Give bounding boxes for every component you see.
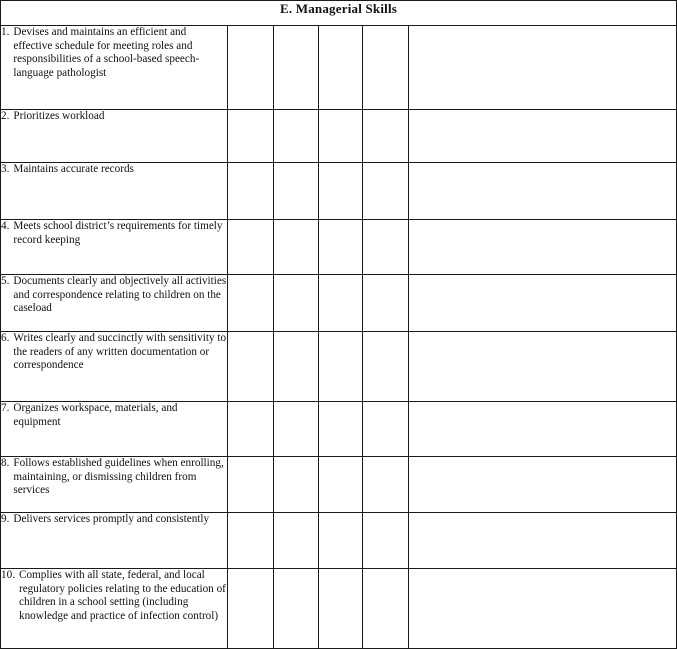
rating-cell-3[interactable] [319, 163, 363, 220]
item-number: 5. [1, 275, 10, 287]
comments-cell[interactable] [409, 275, 677, 332]
table-row [1, 220, 677, 275]
rating-cell-2[interactable] [274, 26, 319, 110]
rating-cell-3[interactable] [319, 110, 363, 163]
item-number: 6. [1, 332, 10, 344]
rating-cell-4[interactable] [363, 457, 409, 513]
rating-cell-3[interactable] [319, 402, 363, 457]
item-text: Meets school district’s requirements for timely record keeping [13, 220, 223, 246]
item-number: 4. [1, 220, 10, 232]
rating-cell-1[interactable] [228, 110, 274, 163]
rating-cell-2[interactable] [274, 275, 319, 332]
rating-cell-1[interactable] [228, 402, 274, 457]
rating-cell-3[interactable] [319, 26, 363, 110]
comments-cell[interactable] [409, 332, 677, 402]
item-number: 3. [1, 163, 10, 175]
section-title: E. Managerial Skills [1, 1, 677, 26]
item-cell [1, 26, 228, 110]
rating-cell-4[interactable] [363, 220, 409, 275]
rating-cell-4[interactable] [363, 513, 409, 569]
table-row [1, 332, 677, 402]
rating-cell-2[interactable] [274, 163, 319, 220]
rating-cell-2[interactable] [274, 332, 319, 402]
rating-cell-4[interactable] [363, 275, 409, 332]
rating-cell-4[interactable] [363, 163, 409, 220]
item-text: Follows established guidelines when enrolling, maintaining, or dismissing children from services [13, 457, 224, 497]
comments-cell[interactable] [409, 569, 677, 649]
rating-cell-2[interactable] [274, 402, 319, 457]
item-cell [1, 332, 228, 402]
rating-cell-1[interactable] [228, 163, 274, 220]
rating-cell-1[interactable] [228, 26, 274, 110]
table-row [1, 163, 677, 220]
item-number: 1. [1, 26, 10, 38]
item-cell [1, 163, 228, 220]
item-cell [1, 569, 228, 649]
rating-cell-1[interactable] [228, 220, 274, 275]
rating-cell-3[interactable] [319, 332, 363, 402]
rating-cell-1[interactable] [228, 513, 274, 569]
item-text: Delivers services promptly and consistently [13, 513, 210, 525]
rating-cell-3[interactable] [319, 457, 363, 513]
rating-cell-4[interactable] [363, 569, 409, 649]
rating-cell-2[interactable] [274, 569, 319, 649]
rating-cell-4[interactable] [363, 332, 409, 402]
comments-cell[interactable] [409, 402, 677, 457]
item-number: 10. [1, 569, 15, 581]
rating-cell-3[interactable] [319, 569, 363, 649]
comments-cell[interactable] [409, 220, 677, 275]
comments-cell[interactable] [409, 110, 677, 163]
rating-cell-2[interactable] [274, 457, 319, 513]
rating-cell-2[interactable] [274, 220, 319, 275]
item-text: Organizes workspace, materials, and equipment [13, 402, 178, 428]
comments-cell[interactable] [409, 513, 677, 569]
rating-cell-3[interactable] [319, 220, 363, 275]
rating-cell-3[interactable] [319, 275, 363, 332]
rating-cell-2[interactable] [274, 513, 319, 569]
item-text: Devises and maintains an efficient and effective schedule for meeting roles and responsibilities of a school-based speech-language pathologist [13, 26, 200, 79]
table-row [1, 110, 677, 163]
rating-cell-4[interactable] [363, 402, 409, 457]
rating-cell-4[interactable] [363, 26, 409, 110]
item-text: Prioritizes workload [13, 110, 105, 122]
item-number: 8. [1, 457, 10, 469]
table-row [1, 402, 677, 457]
table-row [1, 569, 677, 649]
item-number: 9. [1, 513, 10, 525]
rating-cell-1[interactable] [228, 275, 274, 332]
item-number: 2. [1, 110, 10, 122]
table-row [1, 26, 677, 110]
section-header-row [1, 1, 677, 26]
item-cell [1, 402, 228, 457]
comments-cell[interactable] [409, 26, 677, 110]
rating-cell-3[interactable] [319, 513, 363, 569]
rating-cell-1[interactable] [228, 569, 274, 649]
comments-cell[interactable] [409, 457, 677, 513]
rating-cell-2[interactable] [274, 110, 319, 163]
item-text: Maintains accurate records [13, 163, 134, 175]
item-number: 7. [1, 402, 10, 414]
rating-cell-4[interactable] [363, 110, 409, 163]
item-text: Complies with all state, federal, and local regulatory policies relating to the education of children in a school setting (including knowledge and practice of infection control) [18, 569, 226, 622]
item-cell [1, 513, 228, 569]
item-cell [1, 110, 228, 163]
item-cell [1, 220, 228, 275]
item-text: Writes clearly and succinctly with sensitivity to the readers of any written documentation or correspondence [13, 332, 227, 372]
item-cell [1, 457, 228, 513]
item-cell [1, 275, 228, 332]
item-text: Documents clearly and objectively all activities and correspondence relating to children on the caseload [13, 275, 227, 315]
rating-cell-1[interactable] [228, 457, 274, 513]
rating-cell-1[interactable] [228, 332, 274, 402]
table-row [1, 513, 677, 569]
table-row [1, 275, 677, 332]
table-row [1, 457, 677, 513]
comments-cell[interactable] [409, 163, 677, 220]
